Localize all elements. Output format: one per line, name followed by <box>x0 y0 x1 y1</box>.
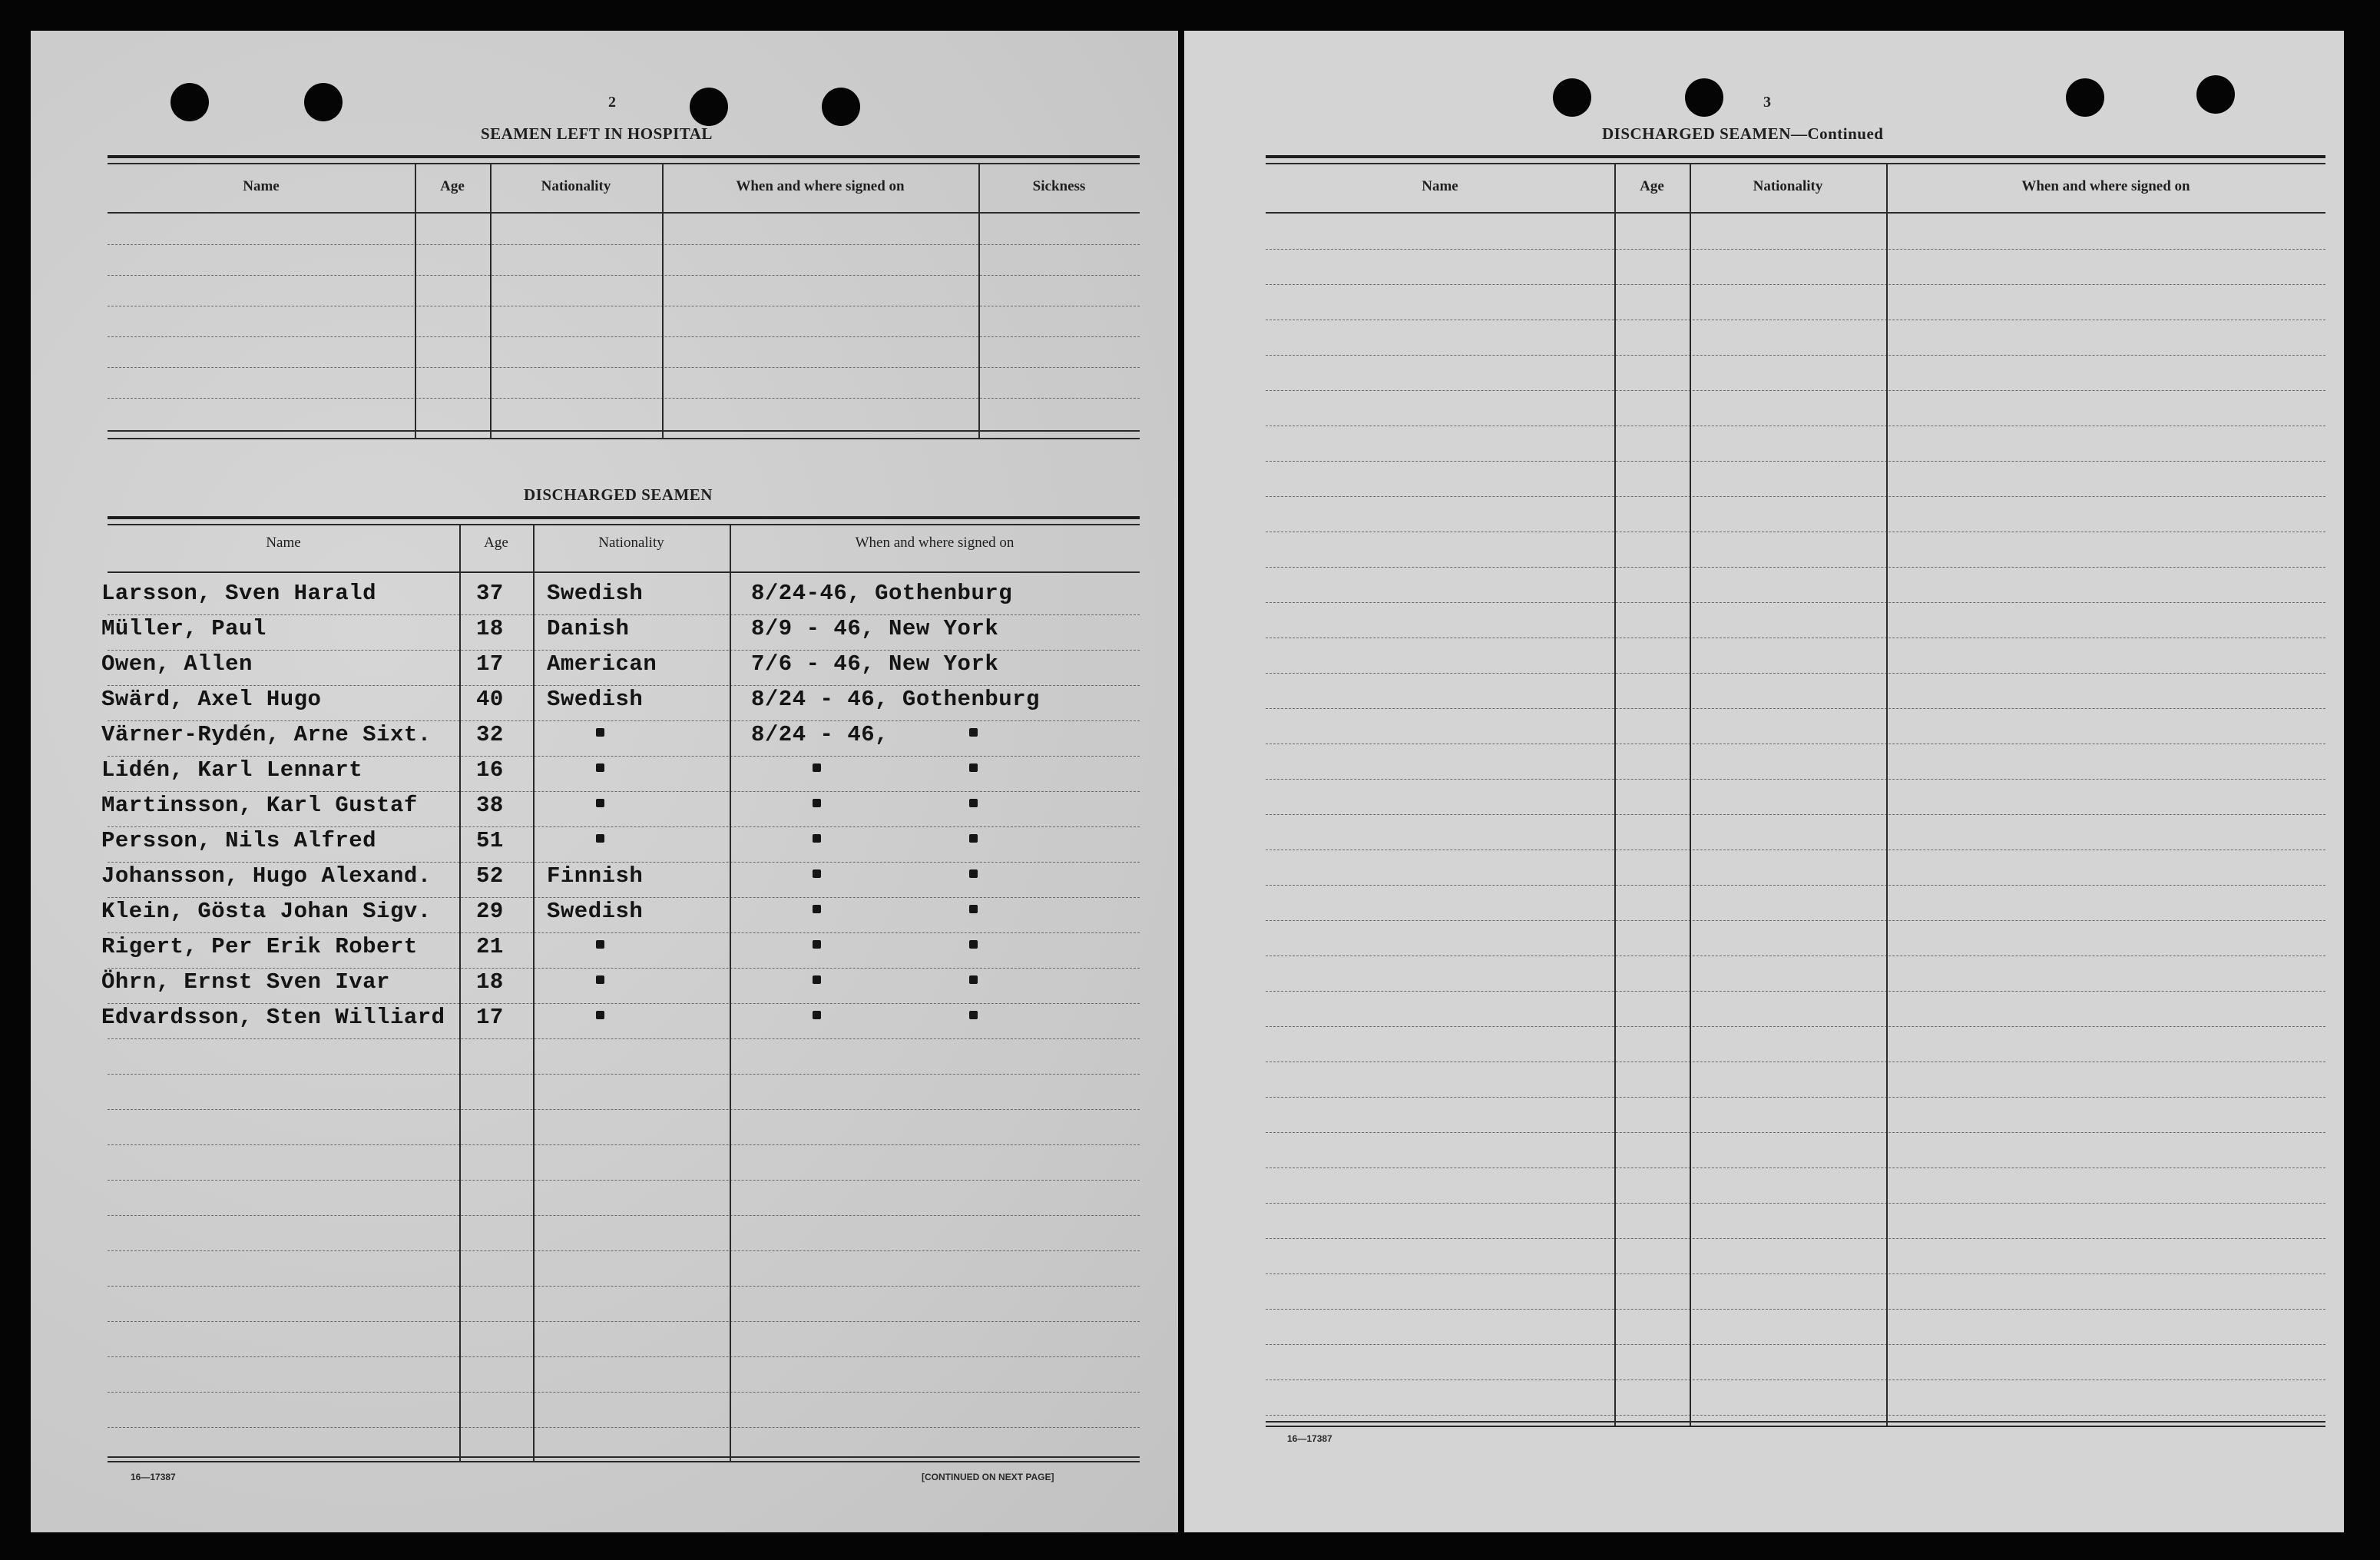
punch-hole <box>1685 78 1723 117</box>
ditto-mark <box>596 940 604 949</box>
table-rule <box>108 438 1140 439</box>
ditto-mark <box>969 905 978 913</box>
column-header-signed-on: When and where signed on <box>2021 178 2190 194</box>
column-header-signed-on: When and where signed on <box>855 535 1015 551</box>
seaman-name: Persson, Nils Alfred <box>101 828 377 853</box>
ruled-line <box>108 1427 1140 1428</box>
column-header-sickness: Sickness <box>1032 178 1086 194</box>
seaman-signed-on: 7/6 - 46, New York <box>751 651 999 677</box>
seaman-age: 29 <box>476 899 504 924</box>
seaman-nationality: Swedish <box>547 687 644 712</box>
punch-hole <box>2066 78 2104 117</box>
ditto-mark <box>813 869 821 878</box>
ruled-line <box>1266 1344 2325 1345</box>
column-divider <box>459 524 461 1461</box>
table-rule <box>1266 155 2325 158</box>
ruled-line <box>1266 284 2325 285</box>
ruled-line <box>108 720 1140 721</box>
ruled-line <box>108 826 1140 827</box>
seaman-age: 17 <box>476 651 504 677</box>
punch-hole <box>170 83 209 121</box>
ruled-line <box>1266 1415 2325 1416</box>
ditto-mark <box>813 905 821 913</box>
ditto-mark <box>596 799 604 807</box>
ruled-line <box>1266 1203 2325 1204</box>
ruled-line <box>108 756 1140 757</box>
punch-hole <box>690 88 728 126</box>
ruled-line <box>1266 920 2325 921</box>
ditto-mark <box>969 1011 978 1019</box>
ditto-mark <box>813 975 821 984</box>
ruled-line <box>108 650 1140 651</box>
table-rule <box>108 155 1140 158</box>
column-header-name: Name <box>243 178 280 194</box>
table-rule <box>1266 212 2325 214</box>
ruled-line <box>108 791 1140 792</box>
ruled-line <box>1266 814 2325 815</box>
table-rule <box>1266 1426 2325 1427</box>
ruled-line <box>108 1074 1140 1075</box>
column-header-age: Age <box>484 535 508 551</box>
ditto-mark <box>969 799 978 807</box>
table-rule <box>108 571 1140 573</box>
ruled-line <box>1266 779 2325 780</box>
ruled-line <box>1266 1379 2325 1380</box>
ruled-line <box>1266 390 2325 391</box>
punch-hole <box>1553 78 1591 117</box>
column-header-age: Age <box>440 178 465 194</box>
right-page <box>1184 31 2344 1532</box>
table-rule <box>108 212 1140 214</box>
ruled-line <box>1266 1309 2325 1310</box>
ruled-line <box>1266 602 2325 603</box>
ditto-mark <box>596 763 604 772</box>
ruled-line <box>108 336 1140 337</box>
continued-section-title: DISCHARGED SEAMEN—Continued <box>1602 124 1884 143</box>
ruled-line <box>1266 249 2325 250</box>
form-number: 16—17387 <box>131 1472 176 1482</box>
ruled-line <box>1266 461 2325 462</box>
seaman-age: 38 <box>476 793 504 818</box>
ruled-line <box>108 1250 1140 1251</box>
seaman-nationality: American <box>547 651 657 677</box>
column-header-age: Age <box>1640 178 1664 194</box>
seaman-age: 40 <box>476 687 504 712</box>
seaman-name: Klein, Gösta Johan Sigv. <box>101 899 432 924</box>
seaman-name: Edvardsson, Sten Williard <box>101 1005 445 1030</box>
seaman-name: Lidén, Karl Lennart <box>101 757 363 783</box>
seaman-name: Owen, Allen <box>101 651 253 677</box>
column-divider <box>1886 163 1888 1426</box>
ruled-line <box>1266 885 2325 886</box>
discharged-section-title: DISCHARGED SEAMEN <box>524 485 713 504</box>
ruled-line <box>108 1286 1140 1287</box>
ruled-line <box>1266 1238 2325 1239</box>
seaman-age: 18 <box>476 969 504 995</box>
ditto-mark <box>969 763 978 772</box>
ruled-line <box>1266 567 2325 568</box>
ditto-mark <box>813 763 821 772</box>
ruled-line <box>1266 991 2325 992</box>
ditto-mark <box>596 834 604 843</box>
column-header-name: Name <box>1422 178 1458 194</box>
ruled-line <box>108 862 1140 863</box>
ruled-line <box>1266 673 2325 674</box>
ruled-line <box>1266 708 2325 709</box>
column-header-name: Name <box>266 535 301 551</box>
seaman-name: Värner-Rydén, Arne Sixt. <box>101 722 432 747</box>
ruled-line <box>108 1109 1140 1110</box>
ruled-line <box>108 685 1140 686</box>
punch-hole <box>2196 75 2235 114</box>
table-rule <box>108 1456 1140 1458</box>
column-divider <box>415 163 416 438</box>
seaman-signed-on: 8/24 - 46, <box>751 722 889 747</box>
table-rule <box>108 1461 1140 1462</box>
seaman-name: Johansson, Hugo Alexand. <box>101 863 432 889</box>
ditto-mark <box>813 1011 821 1019</box>
ruled-line <box>1266 1097 2325 1098</box>
seaman-age: 52 <box>476 863 504 889</box>
ditto-mark <box>813 834 821 843</box>
ruled-line <box>108 1392 1140 1393</box>
ruled-line <box>108 1144 1140 1145</box>
seaman-age: 37 <box>476 581 504 606</box>
seaman-nationality: Swedish <box>547 899 644 924</box>
ditto-mark <box>596 975 604 984</box>
column-divider <box>1614 163 1616 1426</box>
column-divider <box>662 163 664 438</box>
ruled-line <box>108 244 1140 245</box>
table-rule <box>108 163 1140 164</box>
column-divider <box>978 163 980 438</box>
column-divider <box>533 524 535 1461</box>
seaman-name: Rigert, Per Erik Robert <box>101 934 418 959</box>
ruled-line <box>108 1003 1140 1004</box>
ruled-line <box>108 1321 1140 1322</box>
ditto-mark <box>969 975 978 984</box>
ruled-line <box>108 1180 1140 1181</box>
left-page <box>31 31 1178 1532</box>
hospital-section-title: SEAMEN LEFT IN HOSPITAL <box>481 124 713 143</box>
ruled-line <box>108 1038 1140 1039</box>
table-rule <box>1266 1421 2325 1423</box>
column-header-signed-on: When and where signed on <box>736 178 905 194</box>
seaman-signed-on: 8/24 - 46, Gothenburg <box>751 687 1040 712</box>
ditto-mark <box>813 799 821 807</box>
ruled-line <box>108 275 1140 276</box>
punch-hole <box>304 83 343 121</box>
seaman-name: Swärd, Axel Hugo <box>101 687 322 712</box>
ruled-line <box>108 932 1140 933</box>
ruled-line <box>108 614 1140 615</box>
table-rule <box>108 516 1140 519</box>
seaman-age: 32 <box>476 722 504 747</box>
seaman-name: Martinsson, Karl Gustaf <box>101 793 418 818</box>
ditto-mark <box>969 869 978 878</box>
table-rule <box>108 430 1140 432</box>
column-header-nationality: Nationality <box>1753 178 1823 194</box>
seaman-age: 51 <box>476 828 504 853</box>
ruled-line <box>1266 1026 2325 1027</box>
seaman-nationality: Swedish <box>547 581 644 606</box>
ruled-line <box>108 398 1140 399</box>
ditto-mark <box>813 940 821 949</box>
ruled-line <box>1266 1132 2325 1133</box>
seaman-age: 21 <box>476 934 504 959</box>
seaman-nationality: Finnish <box>547 863 644 889</box>
column-divider <box>1690 163 1691 1426</box>
ruled-line <box>1266 496 2325 497</box>
page-number: 2 <box>608 94 616 111</box>
seaman-nationality: Danish <box>547 616 630 641</box>
column-header-nationality: Nationality <box>598 535 664 551</box>
seaman-name: Müller, Paul <box>101 616 266 641</box>
form-number: 16—17387 <box>1287 1433 1332 1444</box>
seaman-signed-on: 8/9 - 46, New York <box>751 616 999 641</box>
column-header-nationality: Nationality <box>541 178 611 194</box>
ruled-line <box>108 367 1140 368</box>
table-rule <box>108 524 1140 525</box>
ruled-line <box>108 968 1140 969</box>
page-number: 3 <box>1763 94 1771 111</box>
seaman-age: 16 <box>476 757 504 783</box>
ditto-mark <box>969 728 978 737</box>
seaman-age: 17 <box>476 1005 504 1030</box>
seaman-signed-on: 8/24-46, Gothenburg <box>751 581 1013 606</box>
seaman-name: Öhrn, Ernst Sven Ivar <box>101 969 390 995</box>
ruled-line <box>108 897 1140 898</box>
ditto-mark <box>596 1011 604 1019</box>
column-divider <box>490 163 492 438</box>
punch-hole <box>822 88 860 126</box>
ditto-mark <box>969 834 978 843</box>
ruled-line <box>108 1215 1140 1216</box>
column-divider <box>730 524 731 1461</box>
table-rule <box>1266 163 2325 164</box>
ruled-line <box>1266 355 2325 356</box>
continued-note: [CONTINUED ON NEXT PAGE] <box>922 1472 1054 1482</box>
ruled-line <box>108 1356 1140 1357</box>
seaman-name: Larsson, Sven Harald <box>101 581 377 606</box>
seaman-age: 18 <box>476 616 504 641</box>
ditto-mark <box>596 728 604 737</box>
ditto-mark <box>969 940 978 949</box>
